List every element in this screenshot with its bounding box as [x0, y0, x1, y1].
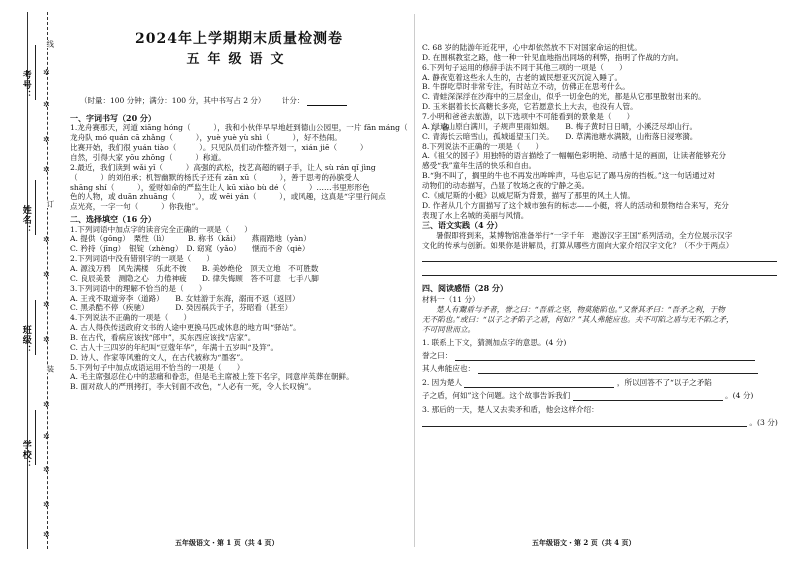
r2-text: 。(4 分) [725, 390, 754, 400]
q8-option: 感受“我”童年生活的快乐和自由。 [422, 161, 537, 171]
r3-answer-field[interactable] [422, 418, 747, 427]
star-icon: ✲ [43, 400, 50, 409]
material-1-text: 楚人有鬻盾与矛者，誉之曰：“吾盾之坚，物莫能陷也。”又誉其矛曰：“吾矛之利，于物 [436, 304, 725, 314]
question-7: 7.小明和爸爸去旅游，以下选项中不可能看到的景象是（ ） [422, 112, 635, 122]
r1-blank-row [422, 364, 777, 374]
q3-option: C. 黑杀酷不停（疾驰） D. 癸因祸兵于子，芬昭看（甚至） [70, 303, 293, 313]
q7-option: C. 青海长云暗雪山，孤城遥望玉门关。 D. 草满池塘水满陂，山衔落日浸寒漪。 [422, 131, 698, 141]
r1b-answer-field[interactable] [478, 365, 758, 374]
q5-option: A. 毛主席强忍住心中的悲痛和眷恋，但是毛主席被上签下名字，同意岸英葬在朝鲜。 [70, 372, 354, 382]
s1-line: 龙舟队 mó quán cā zhǎng（ ），yuè yuè yù shì（ ），好不热闹。 [70, 133, 342, 143]
star-icon: ✲ [43, 68, 50, 77]
school-field[interactable] [35, 410, 36, 465]
question-3: 3.下列词语中的理解不恰当的是（ ） [70, 283, 207, 293]
q5-option: D. 在围棋教室之路，他一种一针见血地指出同场的利弊，指明了作战的方向。 [422, 52, 684, 62]
q8-option: D. 作者从几个方面描写了这个城市独有的标志——小艇，将人的活动和景物结合来写，充分 [422, 200, 729, 210]
star-icon: ✲ [43, 500, 50, 509]
binding-margin [0, 0, 62, 561]
time-score-info: （时量：100 分钟；满分：100 分，其中书写占 2 分） [80, 96, 266, 105]
star-icon: ✲ [43, 335, 50, 344]
q7-option: A. 绿遍山原白满川，子规声里雨如烟。 B. 梅子黄时日日晴，小溪泛尽却山行。 [422, 121, 698, 131]
q2-option: A. 源浅万鸦 风先满楼 乐此不彼 B. 美妙绝伦 顶天立地 不可胜数 [70, 263, 319, 273]
star-icon: ✲ [43, 235, 50, 244]
question-8: 8.下列说法不正确的一项是（ ） [422, 141, 544, 151]
exam-number-label: 考号： [20, 70, 31, 100]
r3-answer-row [422, 418, 777, 428]
material-1-text: 不可同世而立。 [422, 324, 476, 334]
section-2-heading: 二、选择填空（16 分） [70, 214, 156, 225]
section-1-heading: 一、字词书写（20 分） [70, 113, 156, 123]
name-label: 姓名： [20, 205, 31, 235]
exam-subtitle: 五年级语文 [186, 52, 292, 67]
q6-option: B. 牛群吃草时非常专注，有时站立不动，仿佛正在思考什么。 [422, 82, 630, 92]
q8-option: 表现了水上名城的美丽与风情。 [422, 210, 529, 220]
q4-option: D. 诗人、作家等风雅的文人，在古代被称为“墨客”。 [70, 352, 248, 362]
r1a-answer-field[interactable] [455, 352, 755, 361]
star-icon: ✲ [43, 530, 50, 539]
s1-line: 点光亮，一字一句（ ）你我他”。 [70, 202, 203, 212]
s3-answer-area[interactable] [422, 251, 777, 277]
answer-line [422, 261, 777, 262]
r2-answer-field-1[interactable] [464, 379, 614, 388]
r2-text: 2. 因为楚人 [422, 377, 463, 387]
q2-option: C. 良辰美景 测隐之心 力倦神疲 D. 律失悔顾 答不可意 七手八脚 [70, 273, 319, 283]
star-icon: ✲ [43, 100, 50, 109]
name-field[interactable] [35, 180, 36, 235]
q6-option: D. 玉米据着长长高糖长多亮，它若愿意长上大去，也没有人管。 [422, 102, 638, 112]
r1b-label: 其人弗能应也： [422, 364, 476, 374]
s3-prompt: 暑假即将到来，某博物馆准备举行“一字千年 遨游汉字王国”系列活动，全方位展示汉字 [436, 230, 733, 240]
r2-text: ，所以回答不了“以子之矛陷 [616, 377, 712, 387]
exam-title: 2024年上学期期末质量检测卷 [135, 31, 343, 47]
material-1-heading: 材料一（11 分） [422, 294, 480, 304]
score-field[interactable] [307, 97, 347, 106]
reading-question-3: 3. 那后的一天，楚人又去卖矛和盾，他会这样介绍： [422, 404, 599, 414]
s3-prompt: 文化的传承与创新。如果你是讲解员，打算从哪些方面向大家介绍汉字文化？（不少于两点） [422, 240, 734, 250]
school-label: 学校： [20, 440, 31, 470]
section-4-heading: 四、阅读感悟（28 分） [422, 282, 508, 293]
section-3-heading: 三、语文实践（4 分） [422, 220, 503, 231]
question-5: 5.下列句子中加点成语运用不恰当的一项是（ ） [70, 362, 245, 372]
r2-text: 子之盾，何如”这个问题。这个故事告诉我们 [422, 390, 571, 400]
q8-option: C.《威尼斯的小艇》以威尼斯为背景，描写了那里的风土人情。 [422, 190, 635, 200]
reading-question-2 [422, 378, 777, 388]
star-icon: ✲ [43, 165, 50, 174]
reading-question-1: 1. 联系上下文，猜测加点字的意思。(4 分) [422, 338, 567, 348]
star-icon: ✲ [43, 432, 50, 441]
q1-option: C. 矜持（jīng） 银锭（zhèng） D. 窈窕（yǎo） 惬而不舍（qiè） [70, 244, 310, 254]
reading-question-2-cont [422, 391, 777, 401]
q1-option: A. 提供（gōng） 栗性（lì） B. 称书（kǎi） 燕雨踏地（yàn） [70, 234, 311, 244]
class-field[interactable] [35, 300, 36, 355]
s1-line: 2.最近，我们读到 wǎi yǐ（ ）高强的武松，技艺高超的刷子手，让人 sù rán qǐ jìng [70, 162, 376, 172]
answer-line [422, 275, 777, 276]
r1-blank-row [422, 351, 777, 361]
question-1: 1.下列词语中加点字的读音完全正确的一项是（ ） [70, 224, 252, 234]
star-icon: ✲ [43, 300, 50, 309]
q5-option: C. 68 岁的陆游年近花甲，心中却依然放不下对国家命运的担忧。 [422, 43, 642, 52]
page-divider [414, 14, 415, 547]
s1-line: 1.龙舟赛那天，河道 xiāng hóng（ ），我和小伙伴早早地赶到德山公园里，一片 fān máng（ ），各 [70, 123, 450, 133]
page-1-footer: 五年级语文・第 1 页（共 4 页） [175, 537, 279, 547]
q6-option: A. 静夜览着这些永人生的，古老的诚民想亚灭沉淀入睡了。 [422, 72, 623, 82]
question-2: 2.下列词语中没有错别字的一项是（ ） [70, 254, 214, 264]
question-4: 4.下列说法不正确的一项是（ ） [70, 313, 192, 323]
q8-option: B.“狗不叫了，搁里的牛也不再发出哞哞声，马也忘记了踢马房的挡板。”这一句话通过对 [422, 171, 715, 181]
q4-option: C. 古人十三四岁的年纪叫“豆蔻年华”，年满十五岁叫“及笄”。 [70, 342, 279, 352]
s1-line: shāng shí（ ），爱财如命的严监生让人 kū xiào bù dé（ ）……书里形形色 [70, 182, 370, 192]
s1-line: 色的人物，或 duān zhuāng（ ），或 wēi yán（ ），或风趣，这真是“字里行间点 [70, 192, 386, 202]
question-6: 6.下列句子运用的修辞手法不同于其他三项的一项是（ ） [422, 62, 627, 72]
q6-option: C. 青蛙深深浮在沙海中的三层金山，似乎一切金色的光，都是从它那里散射出来的。 [422, 92, 706, 102]
r3-text: 。(3 分) [749, 417, 778, 427]
s1-line: （ ）的刘伯承；机智幽默的杨氏子还有 zān xū（ ），善于思考的孙膑受人 [70, 172, 360, 182]
exam-number-field[interactable] [35, 45, 36, 100]
star-icon: ✲ [43, 270, 50, 279]
r2-answer-field-2[interactable] [573, 392, 723, 401]
exam-info [80, 96, 347, 106]
s1-line: 比赛开始，我们很 yuán tiào（ ）。只见队员们动作整齐划一，xián jiē（ ） [70, 143, 368, 153]
page-2-footer: 五年级语文・第 2 页（共 4 页） [532, 537, 636, 547]
cut-text-ding: 订 [45, 200, 55, 208]
q8-option: A.《祖父的园子》用独特的语言描绘了一幅幅色彩明艳、动感十足的画面，让读者能够充分 [422, 151, 727, 161]
cut-text-zhuang: 装 [45, 365, 55, 373]
score-label: 计分： [281, 96, 305, 105]
star-icon: ✲ [43, 135, 50, 144]
s1-line: 自然，引得大家 yōu zhōng（ ）称道。 [70, 152, 226, 162]
q3-option: A. 王戎不取道旁李（道路） B. 女娃游于东海，溺而不返（返回） [70, 293, 300, 303]
q4-option: B. 在古代，看病应该找“郎中”，买东西应该找“店家”。 [70, 332, 256, 342]
q5-option: B. 面对敌人的严刑拷打，李大钊面不改色，“人必有一死，令人长叹惋”。 [70, 382, 316, 392]
q8-option: 动物们的动态描写，凸显了牧场之夜的宁静之美。 [422, 181, 590, 191]
star-icon: ✲ [43, 465, 50, 474]
r1a-label: 誉之曰： [422, 351, 453, 361]
material-1-text: 无不陷也。”或曰：“以子之矛陷子之盾，何如？”其人弗能应也。夫不可陷之盾与无不陷之矛， [422, 314, 734, 324]
page-2-body [422, 43, 777, 427]
cut-text-xian: 线 [45, 40, 55, 48]
class-label: 班级： [20, 325, 31, 355]
q4-option: A. 古人得佚传送政府文书的人途中更换马匹或休息的地方叫“驿站”。 [70, 323, 301, 333]
